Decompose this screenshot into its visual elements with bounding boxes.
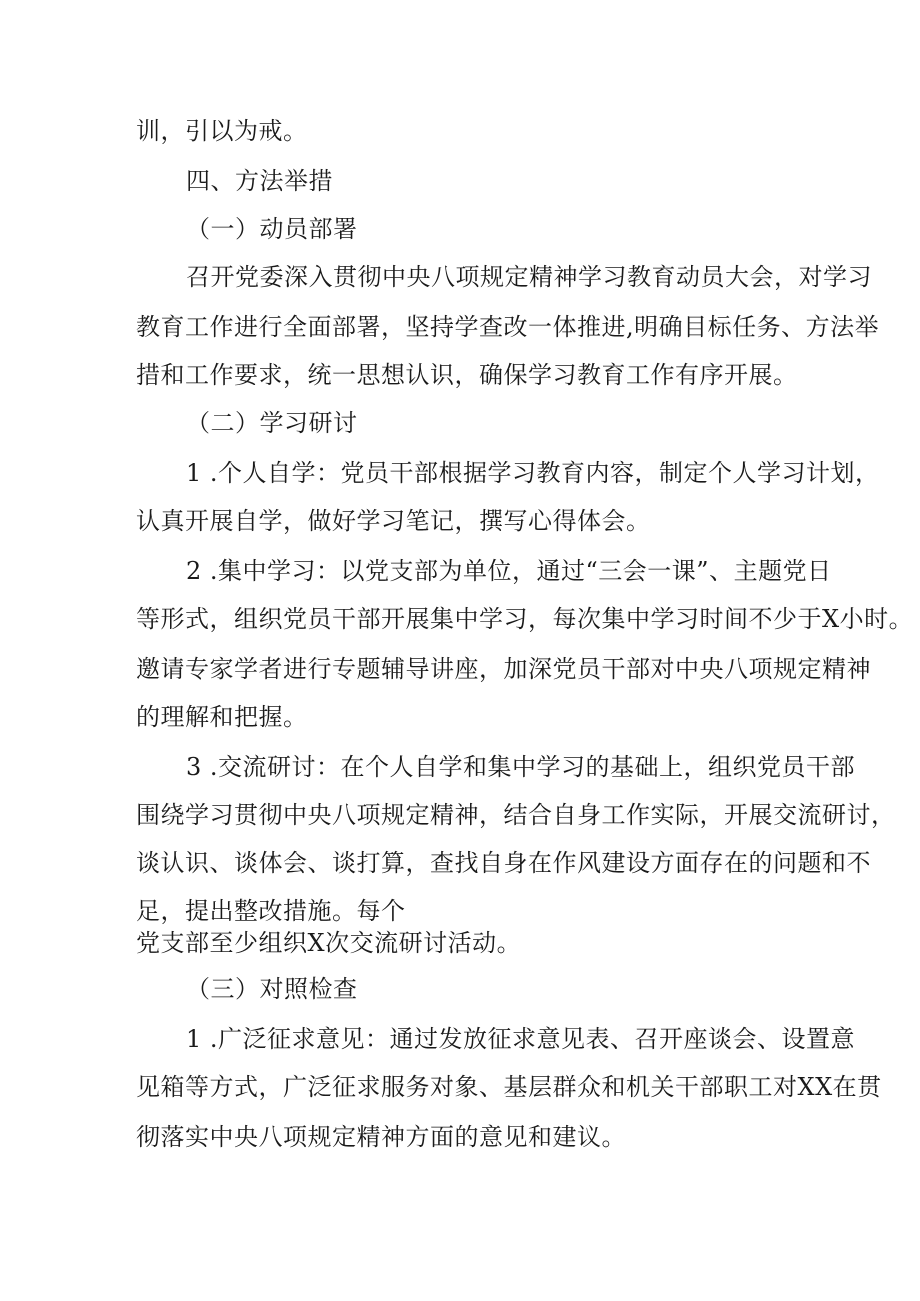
paragraph-line: 邀请专家学者进行专题辅导讲座，加深党员干部对中央八项规定精神 bbox=[136, 655, 871, 683]
paragraph-line: 的理解和把握。 bbox=[136, 703, 308, 731]
paragraph-line: 彻落实中央八项规定精神方面的意见和建议。 bbox=[136, 1123, 626, 1151]
paragraph-line: 谈认识、谈体会、谈打算，查找自身在作风建设方面存在的问题和不 bbox=[136, 849, 871, 877]
paragraph-line: 认真开展自学，做好学习笔记，撰写心得体会。 bbox=[136, 507, 651, 535]
subheading-3: （三）对照检查 bbox=[186, 975, 358, 1003]
paragraph-line: 见箱等方式，广泛征求服务对象、基层群众和机关干部职工对XX在贯 bbox=[136, 1073, 882, 1101]
paragraph-line: 2 .集中学习：以党支部为单位，通过“三会一课”、主题党日 bbox=[186, 557, 832, 585]
paragraph-line: 足，提出整改措施。每个 bbox=[136, 897, 406, 925]
paragraph-line: 措和工作要求，统一思想认识，确保学习教育工作有序开展。 bbox=[136, 361, 798, 389]
paragraph-line: 围绕学习贯彻中央八项规定精神，结合自身工作实际，开展交流研讨， bbox=[136, 801, 896, 829]
paragraph-line: 1 .个人自学：党员干部根据学习教育内容，制定个人学习计划， bbox=[186, 459, 880, 487]
subheading-2: （二）学习研讨 bbox=[186, 409, 358, 437]
paragraph-line: 3 .交流研讨：在个人自学和集中学习的基础上，组织党员干部 bbox=[186, 753, 856, 781]
subheading-1: （一）动员部署 bbox=[186, 215, 358, 243]
paragraph-line: 等形式，组织党员干部开展集中学习，每次集中学习时间不少于X小时。 bbox=[136, 605, 914, 633]
paragraph-line: 教育工作进行全面部署，坚持学查改一体推进,明确目标任务、方法举 bbox=[136, 313, 880, 341]
paragraph-line: 党支部至少组织X次交流研讨活动。 bbox=[136, 929, 522, 957]
paragraph-line: 1 .广泛征求意见：通过发放征求意见表、召开座谈会、设置意 bbox=[186, 1025, 856, 1053]
paragraph-line: 召开党委深入贯彻中央八项规定精神学习教育动员大会，对学习 bbox=[186, 263, 872, 291]
text-line-1: 训，引以为戒。 bbox=[136, 117, 308, 145]
section-heading-4: 四、方法举措 bbox=[186, 167, 333, 195]
